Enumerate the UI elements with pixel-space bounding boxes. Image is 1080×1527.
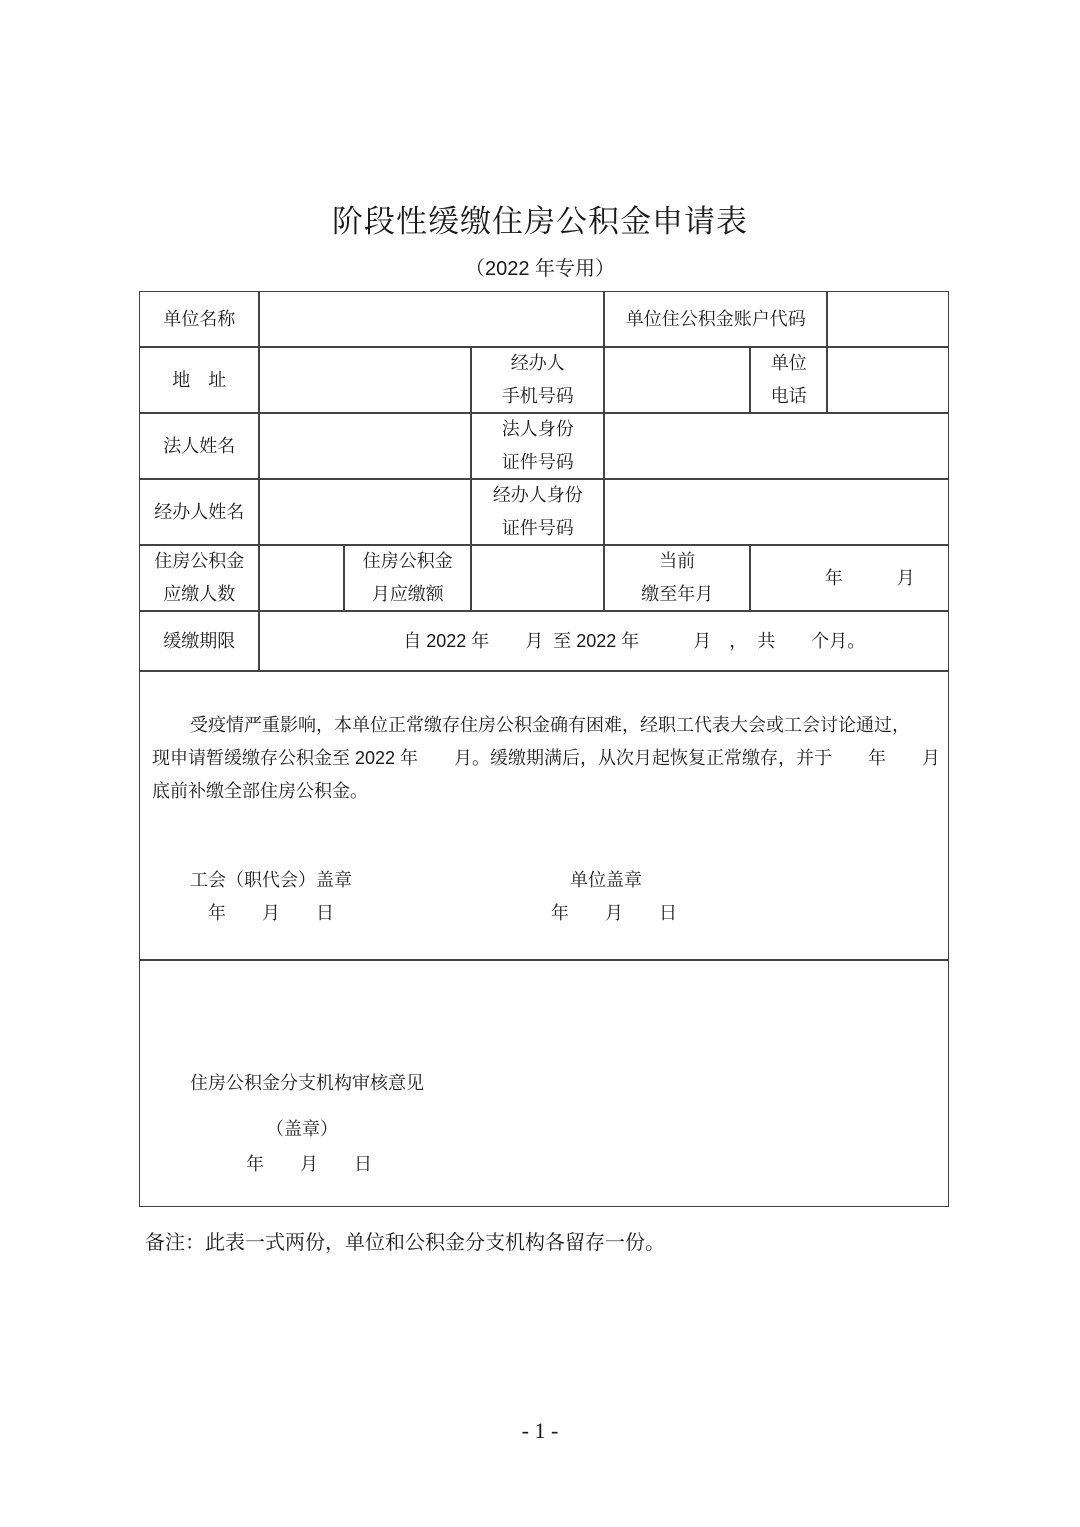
unit-name-label: 单位名称 [139, 291, 259, 347]
statement-line: 现申请暂缓缴存公积金至 2022 年 月。缓缴期满后，从次月起恢复正常缴存，并于 年 月 [152, 748, 941, 768]
footnote: 备注：此表一式两份，单位和公积金分支机构各留存一份。 [145, 1232, 665, 1254]
label-line: 证件号码 [501, 518, 574, 539]
headcount-field[interactable] [259, 545, 344, 611]
unit-phone-field[interactable] [827, 347, 949, 413]
agent-name-field[interactable] [259, 479, 471, 545]
period-field[interactable]: 自 2022 年 月 至 2022 年 月 ， 共 个月。 [259, 611, 949, 671]
monthly-amount-field[interactable] [471, 545, 604, 611]
label-line: 月应缴额 [371, 584, 444, 605]
statement-line: 底前补缴全部住房公积金。 [152, 781, 368, 801]
form-subtitle: （2022 年专用） [464, 258, 616, 280]
address-field[interactable] [259, 347, 471, 413]
unit-phone-label [750, 347, 827, 413]
unit-seal-label: 单位盖章 [570, 870, 642, 890]
review-seal: （盖章） [266, 1119, 338, 1139]
label-line: 经办人 [510, 353, 565, 374]
review-date: 年 月 日 [246, 1154, 372, 1174]
label-line: 住房公积金 [154, 551, 245, 572]
monthly-amount-label [344, 545, 471, 611]
label-line: 缴至年月 [641, 584, 714, 605]
label-line: 单位 [770, 353, 807, 374]
label-line: 法人身份 [501, 419, 574, 440]
period-label: 缓缴期限 [139, 611, 259, 671]
legal-id-label [471, 413, 604, 479]
label-line: 住房公积金 [362, 551, 453, 572]
legal-name-label: 法人姓名 [139, 413, 259, 479]
union-seal-date: 年 月 日 [208, 903, 334, 923]
account-code-field[interactable] [827, 291, 949, 347]
union-seal-label: 工会（职代会）盖章 [190, 870, 352, 890]
account-code-label: 单位住公积金账户代码 [604, 291, 827, 347]
agent-name-label: 经办人姓名 [139, 479, 259, 545]
agent-id-field[interactable] [604, 479, 949, 545]
form-title: 阶段性缓缴住房公积金申请表 [332, 204, 748, 239]
headcount-label [139, 545, 259, 611]
label-line: 电话 [770, 386, 807, 407]
label-line: 手机号码 [501, 386, 574, 407]
unit-seal-date: 年 月 日 [551, 903, 677, 923]
current-paid-field[interactable]: 年 月 [750, 545, 949, 611]
label-line: 当前 [659, 551, 696, 572]
unit-name-field[interactable] [259, 291, 604, 347]
label-line: 应缴人数 [163, 584, 236, 605]
label-line: 证件号码 [501, 452, 574, 473]
legal-id-field[interactable] [604, 413, 949, 479]
agent-phone-label [471, 347, 604, 413]
label-line: 经办人身份 [492, 485, 583, 506]
legal-name-field[interactable] [259, 413, 471, 479]
current-paid-label [604, 545, 750, 611]
application-form-table [140, 292, 950, 1208]
statement-line: 受疫情严重影响，本单位正常缴存住房公积金确有困难，经职工代表大会或工会讨论通过， [190, 715, 910, 735]
review-label: 住房公积金分支机构审核意见 [190, 1073, 424, 1093]
agent-id-label [471, 479, 604, 545]
agent-phone-field[interactable] [604, 347, 750, 413]
page-number: - 1 - [521, 1418, 559, 1443]
address-label: 地 址 [139, 347, 259, 413]
